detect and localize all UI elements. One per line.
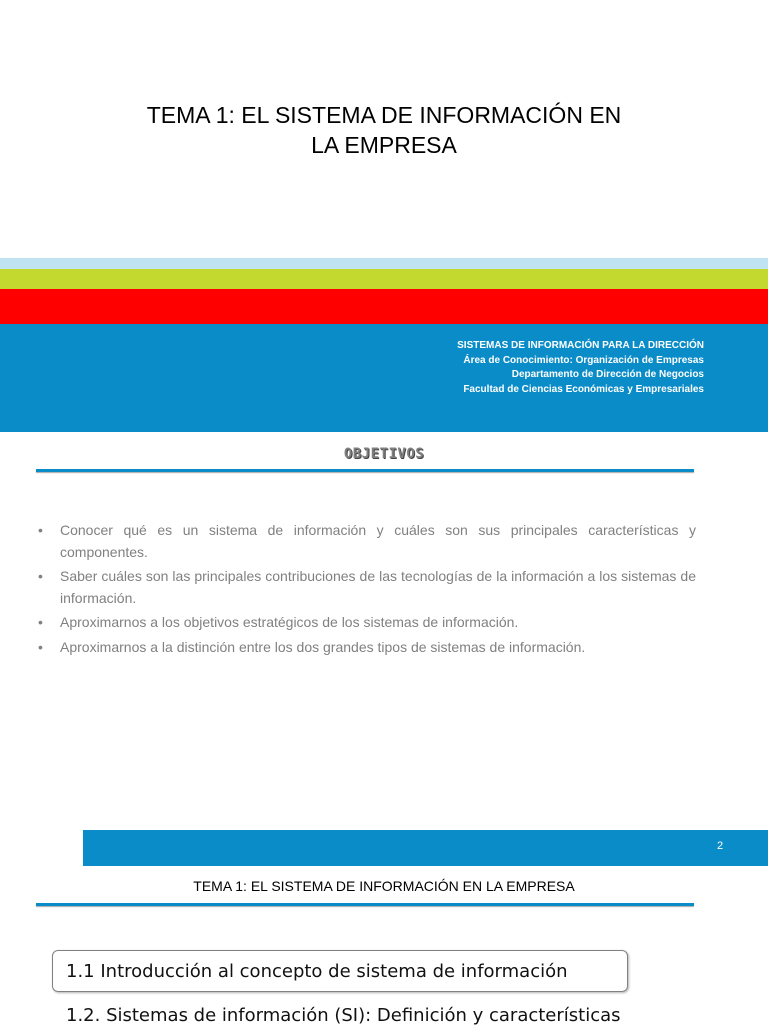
bullet-icon: • bbox=[38, 638, 43, 655]
course-info-line: Facultad de Ciencias Económicas y Empresariales bbox=[463, 383, 704, 395]
slide-footer-bar bbox=[83, 830, 768, 866]
section-1-heading: 1.1 Introducción al concepto de sistema de información bbox=[66, 961, 568, 982]
course-info-line: Departamento de Dirección de Negocios bbox=[511, 369, 704, 380]
objective-text: Aproximarnos a los objetivos estratégicos de los sistemas de información. bbox=[60, 614, 519, 630]
list-item bbox=[36, 637, 696, 659]
section-divider bbox=[36, 903, 694, 906]
bullet-icon: • bbox=[38, 568, 43, 584]
list-item bbox=[36, 520, 696, 563]
slide-title-line-1: TEMA 1: EL SISTEMA DE INFORMACIÓN EN bbox=[146, 102, 622, 128]
objectives-heading: OBJETIVOS bbox=[343, 446, 425, 462]
bullet-icon: • bbox=[38, 522, 43, 538]
decor-band-light-blue bbox=[0, 258, 768, 269]
bullet-icon: • bbox=[38, 614, 43, 630]
list-item bbox=[36, 566, 696, 609]
list-item bbox=[36, 612, 696, 634]
objectives-list bbox=[36, 520, 696, 661]
decor-band-red bbox=[0, 289, 768, 324]
objective-text: Aproximarnos a la distinción entre los dos grandes tipos de sistemas de información. bbox=[60, 638, 586, 655]
section-2-heading: 1.2. Sistemas de información (SI): Definición y características bbox=[66, 1005, 621, 1026]
course-info-line: SISTEMAS DE INFORMACIÓN PARA LA DIRECCIÓN bbox=[457, 340, 704, 351]
objective-text: Conocer qué es un sistema de información y cuáles son sus principales características y componentes. bbox=[60, 522, 696, 560]
page-number: 2 bbox=[716, 840, 724, 852]
slide-title-line-2: LA EMPRESA bbox=[311, 132, 457, 158]
slide-title bbox=[60, 100, 708, 160]
section-page-title: TEMA 1: EL SISTEMA DE INFORMACIÓN EN LA EMPRESA bbox=[193, 878, 575, 894]
objectives-divider bbox=[36, 469, 694, 472]
decor-band-green bbox=[0, 269, 768, 289]
course-info-block bbox=[284, 339, 704, 397]
objective-text: Saber cuáles son las principales contribuciones de las tecnologías de la información a los sistemas de información. bbox=[60, 568, 696, 606]
course-info-line: Área de Conocimiento: Organización de Empresas bbox=[463, 354, 704, 366]
